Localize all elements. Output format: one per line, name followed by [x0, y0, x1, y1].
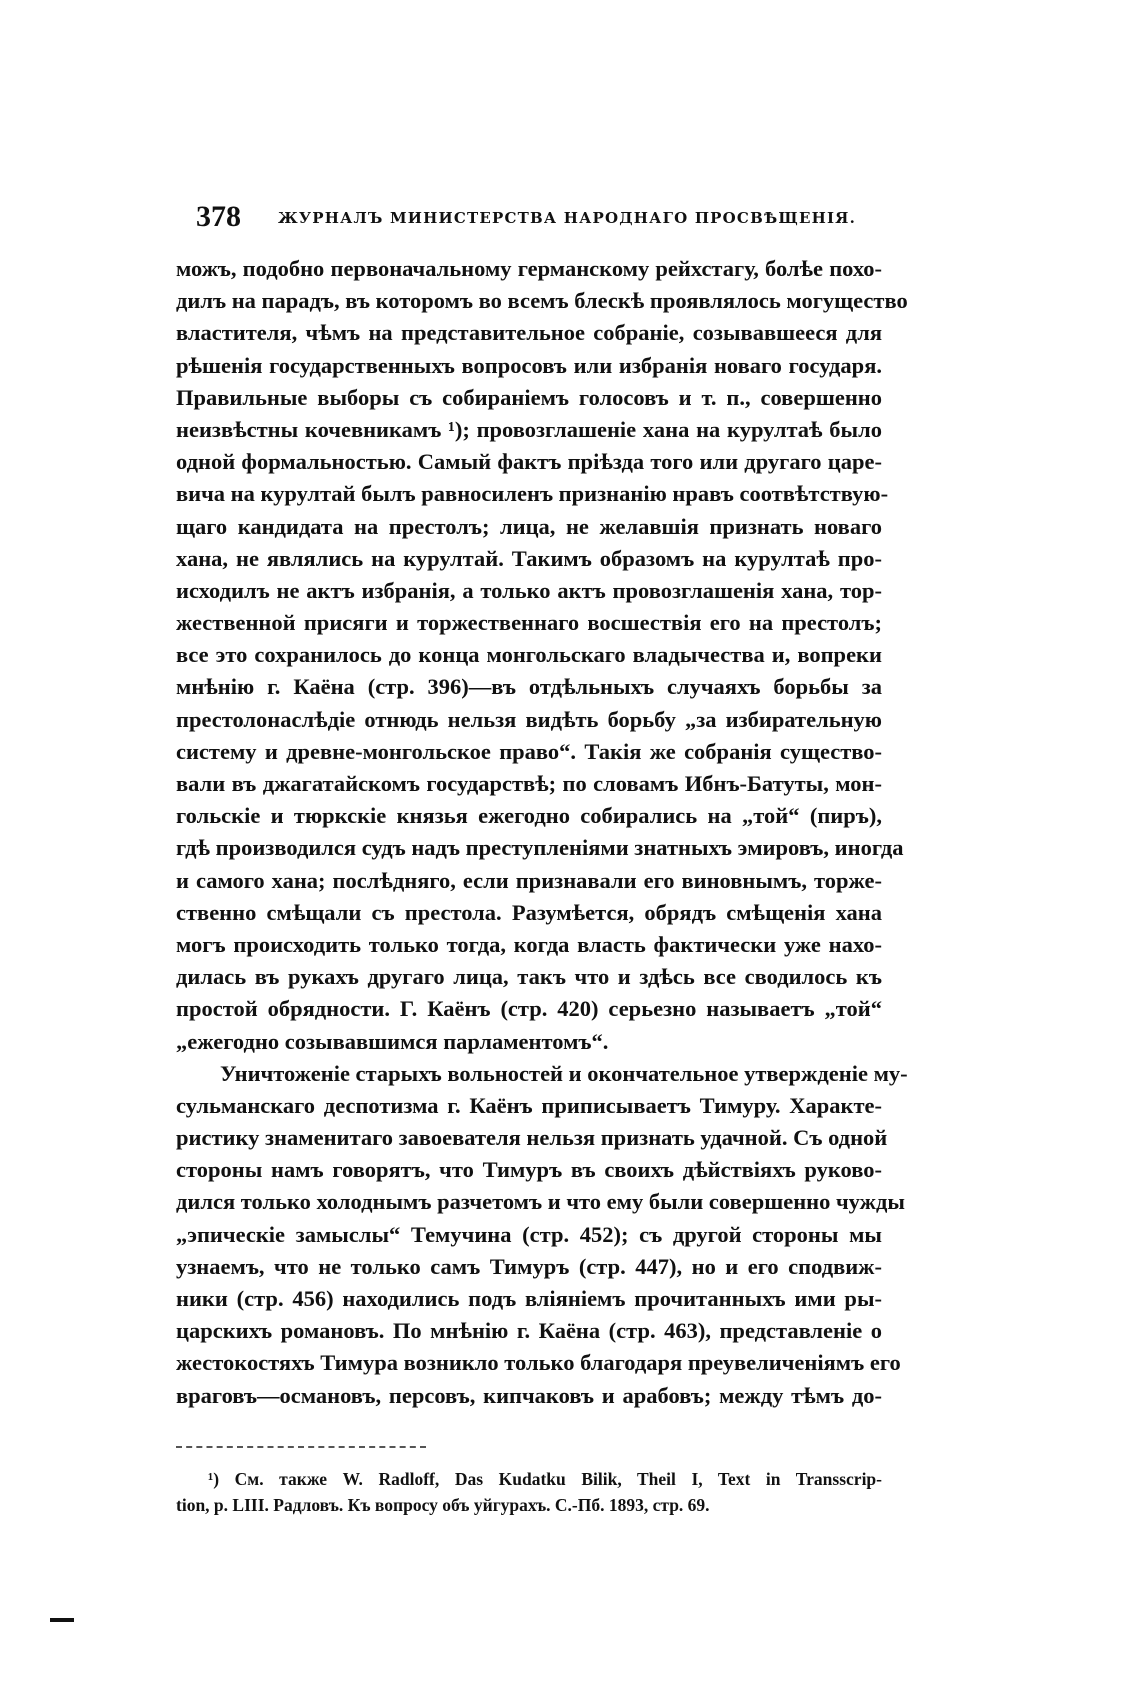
footnote-line: tion, p. LIII. Радловъ. Къ вопросу объ уйгурахъ. С.-Пб. 1893, стр. 69.	[176, 1495, 710, 1515]
body-line: ники (стр. 456) находились подъ вліяніемъ прочитанныхъ ими ры-	[176, 1286, 882, 1311]
body-line: и самого хана; послѣдняго, если признавали его виновнымъ, торже-	[176, 867, 882, 893]
body-line: дилъ на парадъ, въ которомъ во всемъ блескѣ проявлялось могущество	[176, 288, 908, 314]
body-line: царскихъ романовъ. По мнѣнію г. Каёна (стр. 463), представленіе о	[176, 1318, 882, 1344]
body-line: неизвѣстны кочевникамъ ¹); провозглашеніе хана на курултаѣ было	[176, 416, 882, 442]
body-line: сульманскаго деспотизма г. Каёнъ приписываетъ Тимуру. Характе-	[176, 1092, 882, 1118]
running-title: ЖУРНАЛЪ МИНИСТЕРСТВА НАРОДНАГО ПРОСВѢЩЕНІЯ.	[278, 209, 857, 227]
body-line: Правильные выборы съ собираніемъ голосовъ и т. п., совершенно	[176, 384, 882, 410]
body-line: все это сохранилось до конца монгольскаго владычества и, вопреки	[176, 642, 882, 668]
body-line: жественной присяги и торжественнаго восшествія его на престолъ;	[176, 610, 882, 636]
body-line: „эпическіе замыслы“ Темучина (стр. 452); съ другой стороны мы	[176, 1221, 882, 1247]
body-line: систему и древне-монгольское право“. Такія же собранія существо-	[176, 738, 882, 764]
body-line: узнаемъ, что не только самъ Тимуръ (стр. 447), но и его сподвиж-	[176, 1253, 882, 1279]
footnote-divider	[176, 1446, 426, 1448]
body-line: хана, не являлись на курултай. Такимъ образомъ на курултаѣ про-	[176, 545, 882, 571]
body-line: исходилъ не актъ избранія, а только актъ провозглашенія хана, тор-	[176, 577, 882, 603]
body-line: враговъ—османовъ, персовъ, кипчаковъ и арабовъ; между тѣмъ до-	[176, 1382, 882, 1408]
body-line: щаго кандидата на престолъ; лица, не желавшія признать новаго	[176, 513, 882, 539]
body-line: мнѣнію г. Каёна (стр. 396)—въ отдѣльныхъ случаяхъ борьбы за	[176, 674, 882, 700]
page-number: 378	[196, 200, 241, 233]
body-line: вича на курултай былъ равносиленъ признанію нравъ соотвѣтствую-	[176, 481, 889, 507]
body-line: ристику знаменитаго завоевателя нельзя признать удачной. Съ одной	[176, 1125, 888, 1151]
body-line: жестокостяхъ Тимура возникло только благодаря преувеличеніямъ его	[176, 1350, 901, 1376]
body-line: престолонаслѣдіе отнюдь нельзя видѣть борьбу „за избирательную	[176, 706, 882, 732]
body-line: одной формальностью. Самый фактъ пріѣзда того или другаго царе-	[176, 449, 882, 475]
body-line: простой обрядности. Г. Каёнъ (стр. 420) серьезно называетъ „той“	[176, 996, 882, 1022]
body-line: Уничтоженіе старыхъ вольностей и окончательное утвержденіе му-	[220, 1060, 908, 1086]
body-line: гольскіе и тюркскіе князья ежегодно собирались на „той“ (пиръ),	[176, 803, 882, 829]
body-line: вали въ джагатайскомъ государствѣ; по словамъ Ибнъ-Батуты, мон-	[176, 771, 882, 796]
body-line: можъ, подобно первоначальному германскому рейхстагу, болѣе похо-	[176, 256, 882, 281]
footnote	[176, 1466, 882, 1518]
body-line: „ежегодно созывавшимся парламентомъ“.	[176, 1028, 609, 1054]
body-line: властителя, чѣмъ на представительное собраніе, созывавшееся для	[176, 320, 882, 346]
body-text	[176, 253, 908, 1412]
body-line: дился только холоднымъ разчетомъ и что ему были совершенно чужды	[176, 1189, 905, 1215]
body-line: ственно смѣщали съ престола. Разумѣется, обрядъ смѣщенія хана	[176, 899, 882, 925]
margin-mark	[50, 1618, 74, 1622]
body-line: стороны намъ говорятъ, что Тимуръ въ своихъ дѣйствіяхъ руково-	[176, 1157, 882, 1183]
body-line: рѣшенія государственныхъ вопросовъ или избранія новаго государя.	[176, 352, 882, 378]
footnote-line: ¹) См. также W. Radloff, Das Kudatku Bilik, Theil I, Text in Transscrip-	[208, 1469, 882, 1489]
page-header	[196, 200, 886, 240]
body-line: гдѣ производился судъ надъ преступленіями знатныхъ эмировъ, иногда	[176, 835, 904, 861]
body-line: могъ происходить только тогда, когда власть фактически уже нахо-	[176, 931, 882, 957]
body-line: дилась въ рукахъ другаго лица, такъ что и здѣсь все сводилось къ	[176, 964, 882, 990]
